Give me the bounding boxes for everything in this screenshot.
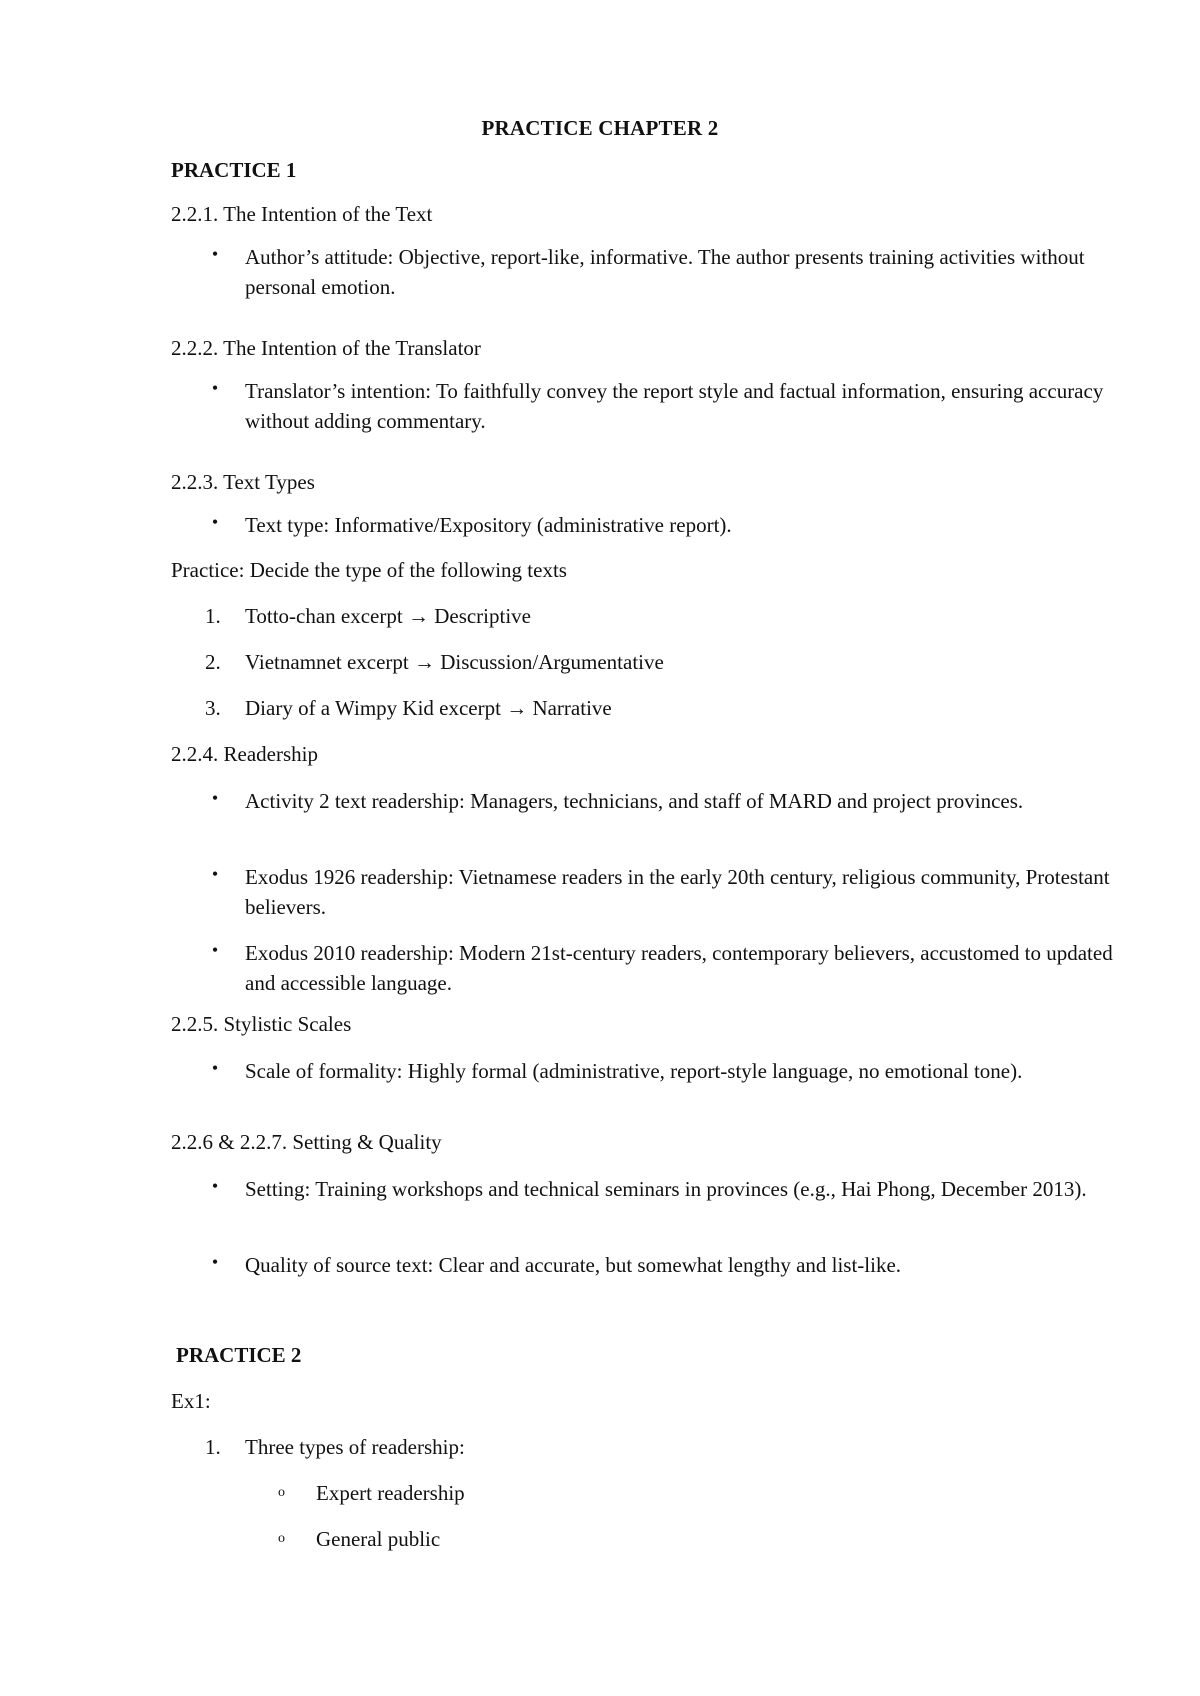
bullet-icon: •: [211, 378, 219, 398]
practice-instruction: Practice: Decide the type of the following texts: [171, 558, 567, 582]
bullet-text: Setting: Training workshops and technical seminars in provinces (e.g., Hai Phong, December 2013).: [245, 1177, 1087, 1201]
bullet-text: Author’s attitude: Objective, report-like, informative. The author presents training activities without personal emotion.: [245, 245, 1085, 299]
section-221-heading: 2.2.1. The Intention of the Text: [171, 202, 433, 226]
bullet-text: Exodus 1926 readership: Vietnamese readers in the early 20th century, religious community, Protestant believers.: [245, 865, 1110, 919]
practice-1-heading: PRACTICE 1: [171, 158, 297, 182]
list-number: 2.: [205, 650, 221, 674]
bullet-icon: •: [211, 1252, 219, 1272]
bullet-icon: •: [211, 788, 219, 808]
bullet-text: Activity 2 text readership: Managers, technicians, and staff of MARD and project provinces.: [245, 789, 1024, 813]
bullet-icon: •: [211, 940, 219, 960]
section-226-heading: 2.2.6 & 2.2.7. Setting & Quality: [171, 1130, 442, 1154]
circle-bullet-icon: o: [278, 1531, 285, 1546]
circle-bullet-icon: o: [278, 1485, 285, 1500]
list-text: Diary of a Wimpy Kid excerpt → Narrative: [245, 696, 612, 720]
sub-list-text: General public: [316, 1527, 441, 1551]
page-title: PRACTICE CHAPTER 2: [481, 116, 719, 140]
bullet-text: Text type: Informative/Expository (administrative report).: [245, 513, 732, 537]
list-number: 1.: [205, 604, 221, 628]
list-number: 1.: [205, 1435, 221, 1459]
bullet-icon: •: [211, 1058, 219, 1078]
list-text: Totto-chan excerpt → Descriptive: [245, 604, 532, 628]
bullet-text: Translator’s intention: To faithfully convey the report style and factual information, ensuring accuracy without adding commentary.: [245, 379, 1104, 433]
section-225-heading: 2.2.5. Stylistic Scales: [171, 1012, 352, 1036]
list-text: Three types of readership:: [245, 1435, 465, 1459]
section-224-heading: 2.2.4. Readership: [171, 742, 318, 766]
list-number: 3.: [205, 696, 221, 720]
bullet-text: Scale of formality: Highly formal (administrative, report-style language, no emotional tone).: [245, 1059, 1023, 1083]
practice-2-heading: PRACTICE 2: [176, 1343, 302, 1367]
section-222-heading: 2.2.2. The Intention of the Translator: [171, 336, 481, 360]
bullet-icon: •: [211, 244, 219, 264]
section-223-heading: 2.2.3. Text Types: [171, 470, 315, 494]
list-text: Vietnamnet excerpt → Discussion/Argumentative: [245, 650, 664, 674]
ex1-label: Ex1:: [171, 1389, 211, 1413]
sub-list-text: Expert readership: [316, 1481, 465, 1505]
bullet-icon: •: [211, 864, 219, 884]
bullet-icon: •: [211, 1176, 219, 1196]
bullet-icon: •: [211, 512, 219, 532]
bullet-text: Exodus 2010 readership: Modern 21st-century readers, contemporary believers, accustomed to updated and accessible language.: [245, 941, 1113, 995]
bullet-text: Quality of source text: Clear and accurate, but somewhat lengthy and list-like.: [245, 1253, 902, 1277]
